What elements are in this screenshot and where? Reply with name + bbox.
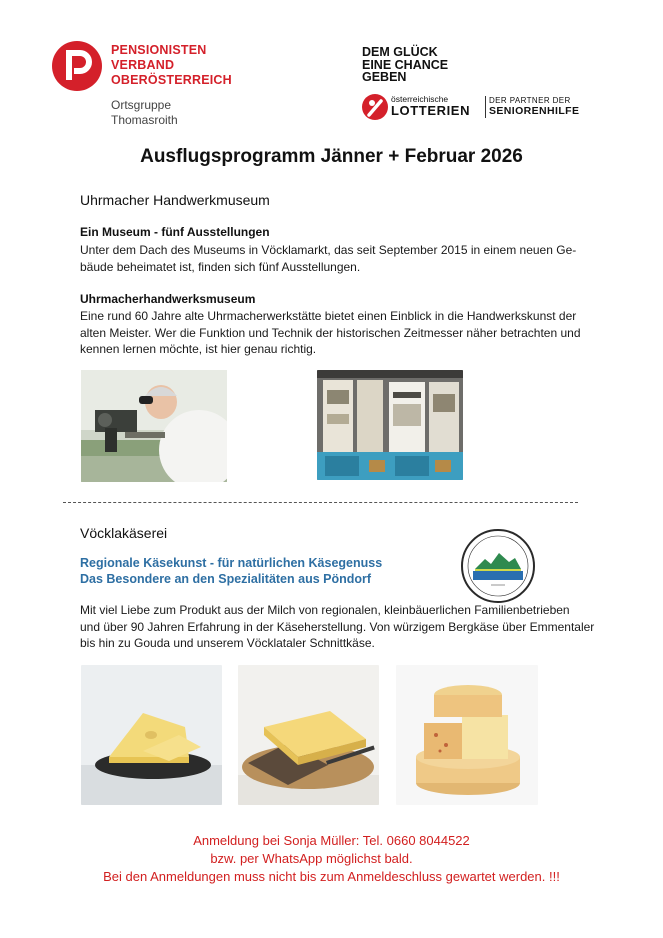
paragraph-line: und über 90 Jahren Erfahrung in der Käseherstellung. Von würzigem Bergkäse über Emmentaler [80, 619, 595, 634]
paragraph-line: Unter dem Dach des Museums in Vöcklamarkt, das seit September 2015 in einem neuen Ge- [80, 243, 577, 257]
ortsgruppe-label [111, 98, 241, 128]
cheese-photo-board [238, 665, 379, 805]
org-line: VERBAND [111, 58, 175, 72]
paragraph-museum [80, 242, 600, 275]
lotto-small-text: österreichische [391, 94, 449, 104]
slogan-line: GEBEN [362, 70, 407, 84]
lotto-big-text: LOTTERIEN [391, 103, 471, 118]
subheading-museum: Ein Museum - fünf Ausstellungen [80, 225, 270, 239]
paragraph-line: kennen lernen möchte, ist hier genau richtig. [80, 342, 317, 356]
organization-name [111, 43, 241, 88]
subheading-workshop: Uhrmacherhandwerksmuseum [80, 292, 256, 306]
lotterien-wordmark [391, 95, 487, 117]
watchmaker-photo [81, 370, 227, 482]
pensionistenverband-logo-icon [52, 41, 102, 91]
lotterien-logo-icon [362, 94, 388, 120]
partner-text [489, 96, 589, 117]
partner-small-text: DER PARTNER DER [489, 96, 571, 105]
slogan [362, 46, 512, 84]
voecklakaeserei-logo-icon [461, 529, 535, 603]
tagline-2: Das Besondere an den Spezialitäten aus Pöndorf [80, 572, 372, 586]
paragraph-line: Eine rund 60 Jahre alte Uhrmacherwerkstätte bietet einen Einblick in die Handwerkskunst der [80, 309, 577, 323]
cheese-photo-emmentaler [81, 665, 222, 805]
paragraph-line: alten Meister. Wer die Funktion und Technik der historischen Zeitmesser näher betrachten und [80, 325, 581, 340]
paragraph-line: Mit viel Liebe zum Produkt aus der Milch von regionalen, kleinbäuerlichen Familienbetrieben [80, 603, 570, 617]
registration-whatsapp: bzw. per WhatsApp möglichst bald. [210, 851, 413, 866]
paragraph-line: bis hin zu Gouda und unserem Vöcklataler Schnittkäse. [80, 636, 375, 650]
page-title: Ausflugsprogramm Jänner + Februar 2026 [140, 146, 523, 167]
org-line: OBERÖSTERREICH [111, 73, 232, 87]
section-title-kaeserei: Vöcklakäserei [80, 525, 168, 541]
logo-divider [485, 96, 486, 118]
ortsgruppe-text: Ortsgruppe [111, 98, 172, 112]
registration-contact: Anmeldung bei Sonja Müller: Tel. 0660 8044522 [193, 833, 470, 848]
cheese-photo-wheels [396, 665, 538, 805]
paragraph-workshop [80, 308, 600, 358]
partner-big-text: SENIORENHILFE [489, 105, 580, 117]
org-line: PENSIONISTEN [111, 43, 207, 57]
slogan-line: DEM GLÜCK [362, 45, 438, 59]
slogan-line: EINE CHANCE [362, 57, 449, 72]
ort-text: Thomasroith [111, 113, 178, 127]
museum-exhibit-photo [317, 370, 463, 480]
paragraph-kaeserei [80, 602, 600, 652]
tagline-1: Regionale Käsekunst - für natürlichen Käsegenuss [80, 556, 383, 570]
section-title-museum: Uhrmacher Handwerkmuseum [80, 192, 270, 208]
paragraph-line: bäude beheimatet ist, finden sich fünf Ausstellungen. [80, 259, 361, 274]
registration-note: Bei den Anmeldungen muss nicht bis zum Anmeldeschluss gewartet werden. !!! [103, 869, 560, 884]
section-divider [63, 502, 578, 503]
